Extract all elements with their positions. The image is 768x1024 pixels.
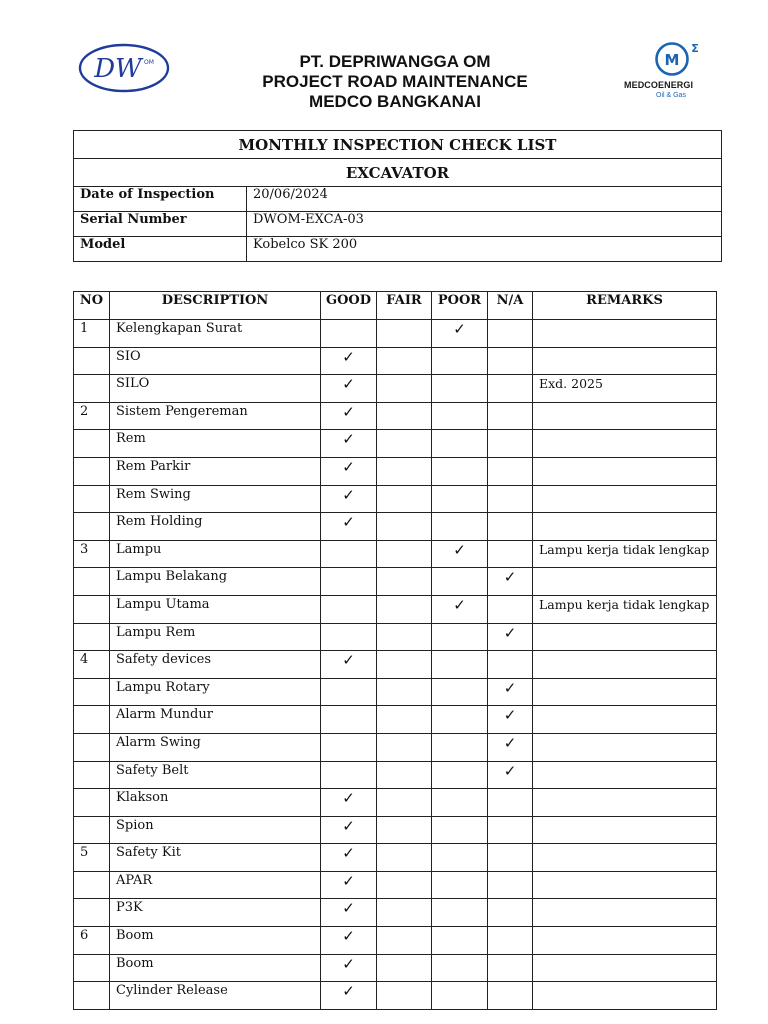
table-row [74,457,717,485]
row-number: 2 [74,402,110,430]
status-cell-poor [432,816,488,844]
row-number [74,595,110,623]
status-cell-na [488,871,533,899]
row-remarks [533,651,717,679]
col-header-good: GOOD [321,292,377,320]
row-number: 5 [74,844,110,872]
col-header-remarks: REMARKS [533,292,717,320]
row-number [74,871,110,899]
row-description: Cylinder Release [110,982,321,1010]
model-value: Kobelco SK 200 [247,237,722,262]
check-mark-icon: ✓ [342,789,355,808]
status-cell-na [488,982,533,1010]
row-description: Sistem Pengereman [110,402,321,430]
status-cell-good [321,320,377,348]
status-cell-good [321,568,377,596]
status-cell-poor [432,320,488,348]
company-titles [200,52,590,112]
status-cell-good [321,457,377,485]
row-number [74,761,110,789]
status-cell-poor [432,402,488,430]
status-cell-na [488,954,533,982]
medco-letter: M [664,51,680,69]
status-cell-fair [377,871,432,899]
table-row [74,485,717,513]
status-cell-fair [377,568,432,596]
check-mark-icon: ✓ [503,678,517,697]
check-mark-icon: ✓ [342,485,355,504]
row-number [74,347,110,375]
table-row [74,844,717,872]
status-cell-na [488,761,533,789]
row-description: Lampu Utama [110,595,321,623]
row-description: Safety devices [110,651,321,679]
status-cell-na [488,540,533,568]
status-cell-na [488,457,533,485]
status-cell-good [321,402,377,430]
status-cell-na [488,430,533,458]
status-cell-fair [377,623,432,651]
row-number [74,706,110,734]
status-cell-na [488,347,533,375]
row-number [74,789,110,817]
status-cell-fair [377,320,432,348]
form-subtitle: EXCAVATOR [74,159,722,187]
row-description: Spion [110,816,321,844]
row-remarks [533,623,717,651]
status-cell-good [321,595,377,623]
logo-left-text: DW [94,54,142,84]
col-header-no: NO [74,292,110,320]
field-row-model [74,237,722,262]
status-cell-poor [432,623,488,651]
table-row [74,568,717,596]
row-description: Alarm Mundur [110,706,321,734]
site-name: MEDCO BANGKANAI [309,92,481,111]
row-number [74,430,110,458]
table-row [74,540,717,568]
status-cell-poor [432,678,488,706]
status-cell-na [488,706,533,734]
status-cell-good [321,789,377,817]
row-remarks [533,982,717,1010]
status-cell-poor [432,733,488,761]
row-description: Rem Holding [110,513,321,541]
status-cell-fair [377,789,432,817]
check-mark-icon: ✓ [503,568,517,587]
status-cell-poor [432,706,488,734]
status-cell-fair [377,733,432,761]
table-row [74,789,717,817]
status-cell-fair [377,457,432,485]
medcoenergi-logo [622,40,704,104]
row-number [74,678,110,706]
status-cell-good [321,706,377,734]
status-cell-poor [432,954,488,982]
status-cell-na [488,789,533,817]
status-cell-na [488,651,533,679]
row-remarks [533,457,717,485]
table-row [74,402,717,430]
row-description: Kelengkapan Surat [110,320,321,348]
field-label: Date of Inspection [74,187,247,212]
table-row [74,706,717,734]
row-description: Rem Swing [110,485,321,513]
check-mark-icon: ✓ [342,347,355,366]
project-name: PROJECT ROAD MAINTENANCE [262,72,528,91]
field-label: Model [74,237,247,262]
status-cell-na [488,513,533,541]
row-description: SILO [110,375,321,403]
row-remarks [533,927,717,955]
status-cell-good [321,513,377,541]
check-mark-icon: ✓ [342,927,355,946]
row-number [74,513,110,541]
col-header-na: N/A [488,292,533,320]
status-cell-fair [377,347,432,375]
form-title: MONTHLY INSPECTION CHECK LIST [74,131,722,159]
row-description: Safety Belt [110,761,321,789]
check-mark-icon: ✓ [342,430,355,449]
status-cell-good [321,651,377,679]
check-mark-icon: ✓ [342,457,355,476]
row-remarks [533,568,717,596]
row-remarks [533,513,717,541]
status-cell-good [321,954,377,982]
row-remarks [533,678,717,706]
row-remarks [533,871,717,899]
status-cell-good [321,733,377,761]
row-number [74,982,110,1010]
medco-sigma: Σ [691,42,699,55]
row-remarks [533,761,717,789]
status-cell-good [321,871,377,899]
row-remarks [533,789,717,817]
field-row-date [74,187,722,212]
row-number: 6 [74,927,110,955]
status-cell-fair [377,844,432,872]
row-description: Rem [110,430,321,458]
row-remarks [533,706,717,734]
table-row [74,320,717,348]
status-cell-fair [377,678,432,706]
status-cell-fair [377,513,432,541]
logo-left-sup: OM [144,59,154,66]
row-number [74,568,110,596]
status-cell-na [488,485,533,513]
check-mark-icon: ✓ [503,623,517,642]
status-cell-fair [377,540,432,568]
status-cell-good [321,844,377,872]
status-cell-fair [377,761,432,789]
status-cell-poor [432,899,488,927]
row-remarks [533,844,717,872]
row-number [74,485,110,513]
status-cell-good [321,540,377,568]
status-cell-poor [432,347,488,375]
row-description: Klakson [110,789,321,817]
table-row [74,595,717,623]
status-cell-poor [432,540,488,568]
table-row [74,871,717,899]
status-cell-na [488,375,533,403]
row-number [74,457,110,485]
status-cell-good [321,375,377,403]
row-description: Safety Kit [110,844,321,872]
row-description: SIO [110,347,321,375]
check-mark-icon: ✓ [342,513,355,532]
table-row [74,816,717,844]
status-cell-good [321,623,377,651]
row-description: P3K [110,899,321,927]
check-mark-icon: ✓ [453,320,466,338]
row-remarks: Lampu kerja tidak lengkap [533,595,717,623]
check-mark-icon: ✓ [342,816,355,835]
status-cell-fair [377,927,432,955]
field-row-serial [74,212,722,237]
row-remarks [533,430,717,458]
status-cell-fair [377,982,432,1010]
status-cell-poor [432,927,488,955]
status-cell-good [321,761,377,789]
check-mark-icon: ✓ [342,375,355,394]
status-cell-na [488,623,533,651]
table-row [74,430,717,458]
row-number [74,623,110,651]
table-row [74,733,717,761]
table-row [74,513,717,541]
status-cell-fair [377,430,432,458]
status-cell-poor [432,485,488,513]
status-cell-good [321,485,377,513]
serial-number-value: DWOM-EXCA-03 [247,212,722,237]
col-header-description: DESCRIPTION [110,292,321,320]
row-remarks: Exd. 2025 [533,375,717,403]
table-row [74,899,717,927]
checklist-table [73,291,717,1010]
status-cell-na [488,899,533,927]
date-of-inspection-value: 20/06/2024 [247,187,722,212]
depriwangga-logo [78,42,172,94]
status-cell-good [321,927,377,955]
status-cell-fair [377,402,432,430]
row-number [74,899,110,927]
status-cell-poor [432,595,488,623]
row-description: APAR [110,871,321,899]
row-description: Boom [110,927,321,955]
check-mark-icon: ✓ [342,954,355,973]
row-remarks [533,320,717,348]
status-cell-na [488,402,533,430]
check-mark-icon: ✓ [453,540,466,559]
row-number [74,733,110,761]
status-cell-fair [377,375,432,403]
status-cell-fair [377,595,432,623]
status-cell-good [321,347,377,375]
row-remarks [533,347,717,375]
check-mark-icon: ✓ [342,651,355,670]
row-number: 1 [74,320,110,348]
status-cell-na [488,678,533,706]
row-remarks [533,954,717,982]
table-row [74,623,717,651]
status-cell-poor [432,844,488,872]
status-cell-fair [377,816,432,844]
col-header-poor: POOR [432,292,488,320]
status-cell-poor [432,761,488,789]
row-description: Lampu Belakang [110,568,321,596]
status-cell-na [488,568,533,596]
medco-sub-text: Oil & Gas [656,92,686,99]
row-remarks [533,485,717,513]
row-remarks [533,899,717,927]
status-cell-poor [432,789,488,817]
inspection-info-table [73,130,722,262]
table-row [74,982,717,1010]
status-cell-na [488,844,533,872]
row-number [74,816,110,844]
row-description: Lampu [110,540,321,568]
status-cell-poor [432,375,488,403]
status-cell-poor [432,568,488,596]
row-description: Lampu Rem [110,623,321,651]
check-mark-icon: ✓ [503,761,517,780]
row-description: Alarm Swing [110,733,321,761]
row-description: Lampu Rotary [110,678,321,706]
table-row [74,927,717,955]
table-row [74,375,717,403]
medco-brand-text: MEDCOENERGI [624,80,694,90]
table-row [74,678,717,706]
status-cell-na [488,733,533,761]
check-mark-icon: ✓ [453,595,466,614]
check-mark-icon: ✓ [342,871,355,890]
row-remarks [533,816,717,844]
status-cell-na [488,816,533,844]
row-number: 3 [74,540,110,568]
status-cell-fair [377,954,432,982]
status-cell-poor [432,513,488,541]
row-description: Boom [110,954,321,982]
row-number [74,954,110,982]
status-cell-good [321,678,377,706]
table-row [74,761,717,789]
status-cell-good [321,899,377,927]
status-cell-good [321,816,377,844]
checklist-header-row [74,292,717,320]
status-cell-poor [432,430,488,458]
row-description: Rem Parkir [110,457,321,485]
status-cell-fair [377,706,432,734]
status-cell-poor [432,982,488,1010]
status-cell-poor [432,871,488,899]
table-row [74,651,717,679]
document-header [0,0,768,120]
status-cell-poor [432,651,488,679]
check-mark-icon: ✓ [342,844,355,863]
check-mark-icon: ✓ [503,706,517,725]
check-mark-icon: ✓ [342,899,355,918]
row-number: 4 [74,651,110,679]
row-remarks [533,402,717,430]
row-number [74,375,110,403]
status-cell-na [488,595,533,623]
check-mark-icon: ✓ [342,982,355,1001]
status-cell-na [488,927,533,955]
col-header-fair: FAIR [377,292,432,320]
status-cell-fair [377,651,432,679]
status-cell-fair [377,899,432,927]
status-cell-good [321,430,377,458]
company-name: PT. DEPRIWANGGA OM [299,52,491,71]
check-mark-icon: ✓ [503,733,517,752]
checklist-body [74,320,717,1010]
status-cell-fair [377,485,432,513]
check-mark-icon: ✓ [342,402,355,421]
row-remarks: Lampu kerja tidak lengkap [533,540,717,568]
status-cell-na [488,320,533,348]
field-label: Serial Number [74,212,247,237]
table-row [74,954,717,982]
table-row [74,347,717,375]
status-cell-poor [432,457,488,485]
row-remarks [533,733,717,761]
status-cell-good [321,982,377,1010]
